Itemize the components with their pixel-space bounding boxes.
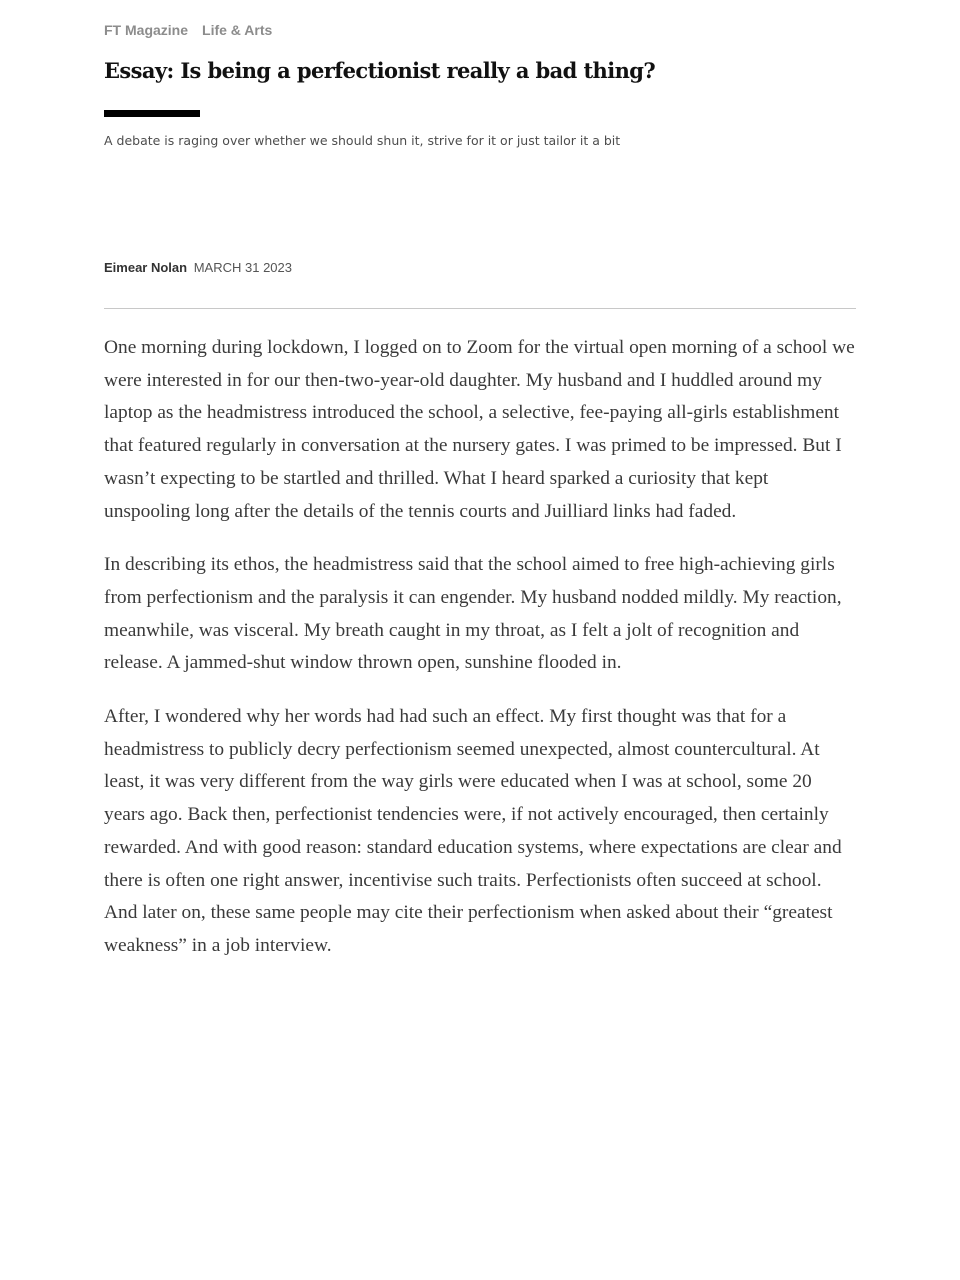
breadcrumb-subsection-link[interactable]: Life & Arts — [202, 22, 273, 38]
article-body — [104, 332, 856, 984]
publish-date: MARCH 31 2023 — [193, 260, 292, 275]
title-accent-rule — [104, 110, 200, 117]
byline — [104, 260, 292, 275]
article-standfirst: A debate is raging over whether we should shun it, strive for it or just tailor it a bit — [104, 133, 621, 148]
author-link[interactable]: Eimear Nolan — [104, 260, 188, 275]
article-title: Essay: Is being a perfectionist really a bad thing? — [104, 58, 656, 83]
article-paragraph: After, I wondered why her words had had such an effect. My first thought was that for a headmistress to publicly decry perfectionism seemed unexpected, almost countercultural. At least, it was very different from the way girls were educated when I was at school, some 20 years ago. Back then, perfectionist tendencies were, if not actively encouraged, then certainly rewarded. And with good reason: standard education systems, where expectations are clear and there is often one right answer, incentivise such traits. Perfectionists often succeed at school. And later on, these same people may cite their perfectionism when asked about their “greatest weakness” in a job interview. — [104, 706, 842, 956]
byline-divider — [104, 308, 856, 309]
breadcrumb — [104, 22, 272, 38]
breadcrumb-section-link[interactable]: FT Magazine — [104, 22, 189, 38]
article-paragraph: In describing its ethos, the headmistress said that the school aimed to free high-achieving girls from perfectionism and the paralysis it can engender. My husband nodded mildly. My reaction, meanwhile, was visceral. My breath caught in my throat, as I felt a jolt of recognition and release. A jammed-shut window thrown open, sunshine flooded in. — [104, 554, 842, 674]
article-paragraph: One morning during lockdown, I logged on to Zoom for the virtual open morning of a school we were interested in for our then-two-year-old daughter. My husband and I huddled around my laptop as the headmistress introduced the school, a selective, fee-paying all-girls establishment that featured regularly in conversation at the nursery gates. I was primed to be impressed. But I wasn’t expecting to be startled and thrilled. What I heard sparked a curiosity that kept unspooling long after the details of the tennis courts and Juilliard links had faded. — [104, 337, 855, 522]
